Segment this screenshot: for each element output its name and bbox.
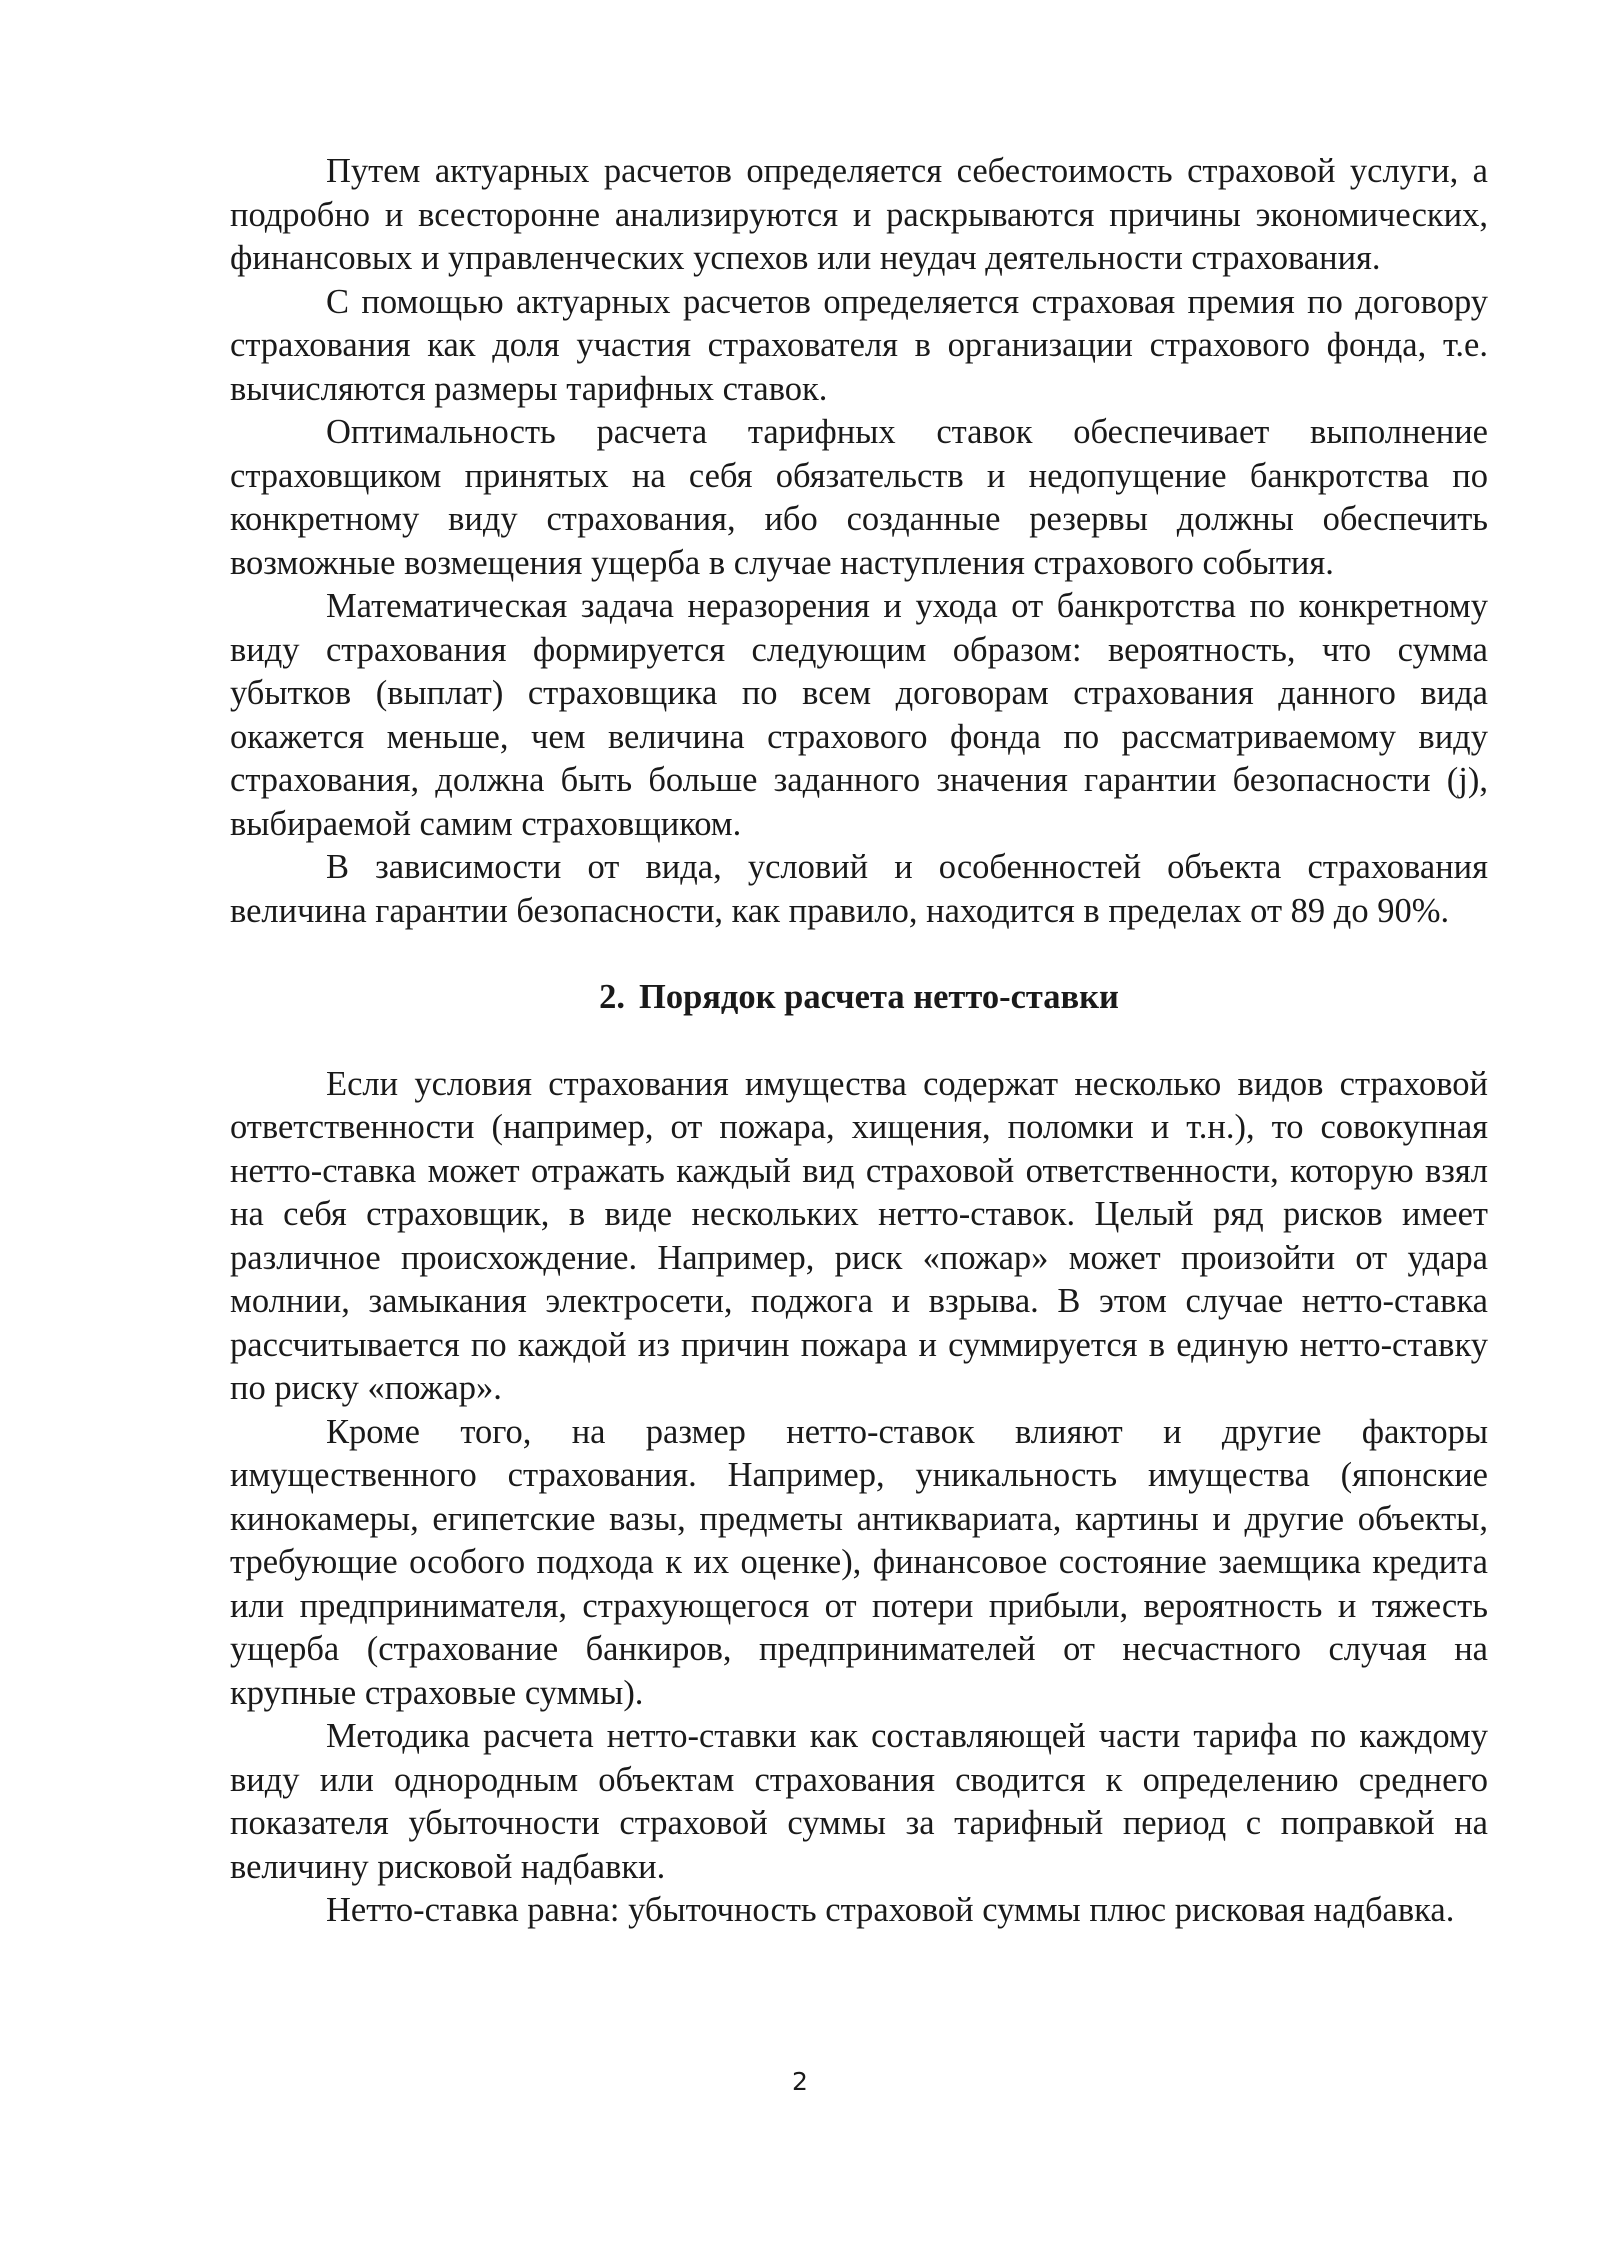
paragraph: Если условия страхования имущества содержат несколько видов страховой ответственности (например, от пожара, хищения, поломки и т.н.), то совокупная нетто-ставка может отражать каждый вид страховой ответственности, которую взял на себя страховщик, в виде нескольких нетто-ставок. Целый ряд рисков имеет различное происхождение. Например, риск «пожар» может произойти от удара молнии, замыкания электросети, поджога и взрыва. В этом случае нетто-ставка рассчитывается по каждой из причин пожара и суммируется в единую нетто-ставку по риску «пожар». <box>230 1064 1488 1407</box>
paragraph: В зависимости от вида, условий и особенностей объекта страхования величина гарантии безопасности, как правило, находится в пределах от 89 до 90%. <box>230 848 1488 930</box>
section-heading <box>230 976 1488 1020</box>
page-number: 2 <box>792 2067 808 2096</box>
paragraph: Кроме того, на размер нетто-ставок влияют и другие факторы имущественного страхования. Например, уникальность имущества (японские кинокамеры, египетские вазы, предметы антиквариата, картины и другие объекты, требующие особого подхода к их оценке), финансовое состояние заемщика кредита или предпринимателя, страхующегося от потери прибыли, вероятность и тяжесть ущерба (страхование банкиров, предпринимателей от несчастного случая на крупные страховые суммы). <box>230 1412 1488 1712</box>
document-page <box>230 150 1488 1933</box>
paragraph: Оптимальность расчета тарифных ставок обеспечивает выполнение страховщиком принятых на себя обязательств и недопущение банкротства по конкретному виду страхования, ибо созданные резервы должны обеспечить возможные возмещения ущерба в случае наступления страхового события. <box>230 413 1488 582</box>
paragraph: С помощью актуарных расчетов определяется страховая премия по договору страхования как доля участия страхователя в организации страхового фонда, т.е. вычисляются размеры тарифных ставок. <box>230 282 1488 408</box>
paragraph: Путем актуарных расчетов определяется себестоимость страховой услуги, а подробно и всесторонне анализируются и раскрываются причины экономических, финансовых и управленческих успехов или неудач деятельности страхования. <box>230 152 1488 277</box>
section-number: 2. <box>599 978 625 1016</box>
paragraph: Математическая задача неразорения и ухода от банкротства по конкретному виду страхования формируется следующим образом: вероятность, что сумма убытков (выплат) страховщика по всем договорам страхования данного вида окажется меньше, чем величина страхового фонда по рассматриваемому виду страхования, должна быть больше заданного значения гарантии безопасности (j), выбираемой самим страховщиком. <box>230 587 1488 843</box>
section-title: Порядок расчета нетто-ставки <box>638 978 1119 1016</box>
paragraph: Нетто-ставка равна: убыточность страховой суммы плюс рисковая надбавка. <box>326 1891 1455 1929</box>
paragraph: Методика расчета нетто-ставки как составляющей части тарифа по каждому виду или однородным объектам страхования сводится к определению среднего показателя убыточности страховой суммы за тарифный период с поправкой на величину рисковой надбавки. <box>230 1717 1488 1886</box>
